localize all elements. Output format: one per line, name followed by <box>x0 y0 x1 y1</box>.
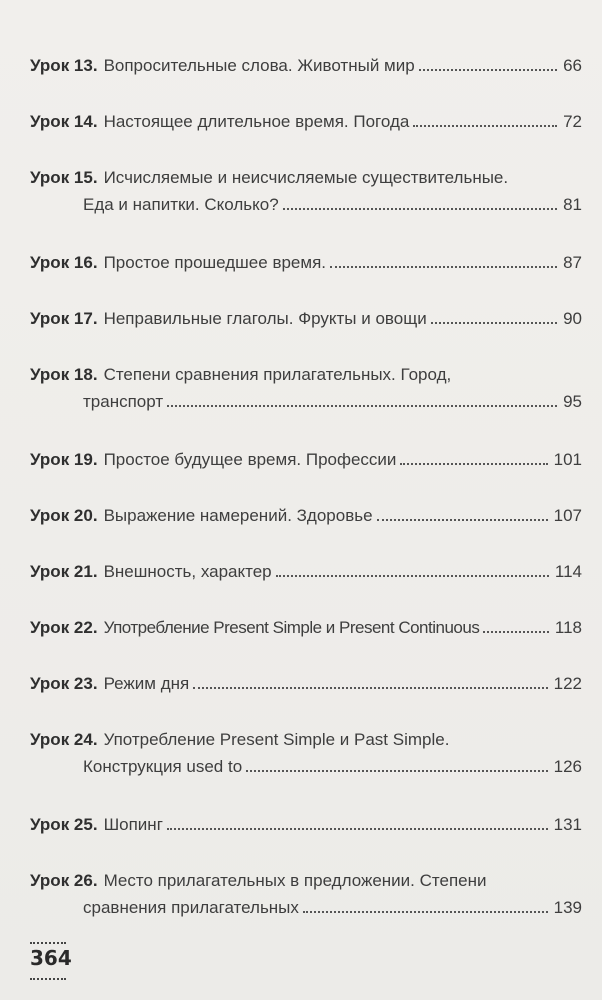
lesson-title: Исчисляемые и неисчисляемые существительные. <box>103 168 509 187</box>
toc-line <box>30 502 582 529</box>
toc-line-continued <box>30 753 582 780</box>
lesson-label: Урок 16. <box>30 253 98 272</box>
toc-entry-22 <box>30 614 582 670</box>
toc-entry-18 <box>30 361 582 446</box>
page-number: 90 <box>563 309 582 328</box>
lesson-label: Урок 23. <box>30 674 98 693</box>
lesson-title: Употребление Present Simple и Present Continuous <box>103 618 480 637</box>
page-number: 126 <box>553 757 582 776</box>
toc-line <box>30 726 582 753</box>
lesson-title: Настоящее длительное время. Погода <box>103 112 410 131</box>
toc-line <box>30 558 582 585</box>
lesson-label: Урок 21. <box>30 562 98 581</box>
lesson-title-continued: Конструкция used to <box>83 757 243 776</box>
toc-line <box>30 52 582 79</box>
dot-leader <box>330 266 557 268</box>
lesson-title: Простое прошедшее время. <box>103 253 326 272</box>
lesson-label: Урок 15. <box>30 168 98 187</box>
lesson-title: Место прилагательных в предложении. Степени <box>103 871 487 890</box>
dot-leader <box>246 770 547 772</box>
toc-entry-17 <box>30 305 582 361</box>
lesson-label: Урок 19. <box>30 450 98 469</box>
folio-dots-bottom <box>30 978 66 980</box>
toc-line <box>30 446 582 473</box>
toc-entry-14 <box>30 108 582 164</box>
table-of-contents <box>30 52 582 952</box>
lesson-title: Режим дня <box>103 674 190 693</box>
dot-leader <box>413 125 557 127</box>
page-number: 118 <box>554 618 582 637</box>
lesson-title: Внешность, характер <box>103 562 272 581</box>
lesson-title: Степени сравнения прилагательных. Город, <box>103 365 452 384</box>
lesson-label: Урок 13. <box>30 56 98 75</box>
toc-entry-21 <box>30 558 582 614</box>
toc-line-continued <box>30 191 582 218</box>
toc-line <box>30 305 582 332</box>
page-number: 122 <box>553 674 582 693</box>
toc-line <box>30 614 582 641</box>
toc-entry-24 <box>30 726 582 811</box>
lesson-title: Выражение намерений. Здоровье <box>103 506 373 525</box>
folio-dots-top <box>30 942 66 944</box>
page-folio: 364 <box>30 946 72 970</box>
page-number: 66 <box>563 56 582 75</box>
page-number: 139 <box>553 898 582 917</box>
dot-leader <box>167 405 557 407</box>
dot-leader <box>431 322 557 324</box>
toc-line <box>30 867 582 894</box>
toc-line-continued <box>30 388 582 415</box>
toc-line <box>30 361 582 388</box>
toc-entry-26 <box>30 867 582 952</box>
lesson-label: Урок 14. <box>30 112 98 131</box>
page-number: 72 <box>563 112 582 131</box>
dot-leader <box>483 631 549 633</box>
lesson-label: Урок 18. <box>30 365 98 384</box>
toc-entry-25 <box>30 811 582 867</box>
lesson-title: Шопинг <box>103 815 163 834</box>
toc-entry-23 <box>30 670 582 726</box>
toc-line <box>30 249 582 276</box>
dot-leader <box>419 69 557 71</box>
dot-leader <box>193 687 547 689</box>
page-number: 95 <box>563 392 582 411</box>
lesson-label: Урок 20. <box>30 506 98 525</box>
dot-leader <box>276 575 549 577</box>
toc-line <box>30 164 582 191</box>
dot-leader <box>303 911 548 913</box>
toc-entry-15 <box>30 164 582 249</box>
page-number: 101 <box>553 450 582 469</box>
toc-line <box>30 811 582 838</box>
page-number: 114 <box>554 562 582 581</box>
toc-line <box>30 670 582 697</box>
lesson-title-continued: транспорт <box>83 392 164 411</box>
page-number: 131 <box>553 815 582 834</box>
dot-leader <box>167 828 548 830</box>
lesson-label: Урок 17. <box>30 309 98 328</box>
toc-line <box>30 108 582 135</box>
toc-entry-13 <box>30 52 582 108</box>
lesson-label: Урок 26. <box>30 871 98 890</box>
lesson-label: Урок 24. <box>30 730 98 749</box>
toc-entry-19 <box>30 446 582 502</box>
dot-leader <box>377 519 548 521</box>
lesson-title: Неправильные глаголы. Фрукты и овощи <box>103 309 427 328</box>
lesson-title-continued: Еда и напитки. Сколько? <box>83 195 279 214</box>
lesson-title-continued: сравнения прилагательных <box>83 898 299 917</box>
page-number: 81 <box>563 195 582 214</box>
toc-entry-20 <box>30 502 582 558</box>
page-number: 107 <box>553 506 582 525</box>
toc-line-continued <box>30 894 582 921</box>
page-number: 87 <box>563 253 582 272</box>
toc-entry-16 <box>30 249 582 305</box>
dot-leader <box>400 463 547 465</box>
lesson-label: Урок 25. <box>30 815 98 834</box>
dot-leader <box>283 208 557 210</box>
lesson-title: Вопросительные слова. Животный мир <box>103 56 415 75</box>
lesson-label: Урок 22. <box>30 618 98 637</box>
lesson-title: Простое будущее время. Профессии <box>103 450 397 469</box>
lesson-title: Употребление Present Simple и Past Simple. <box>103 730 450 749</box>
